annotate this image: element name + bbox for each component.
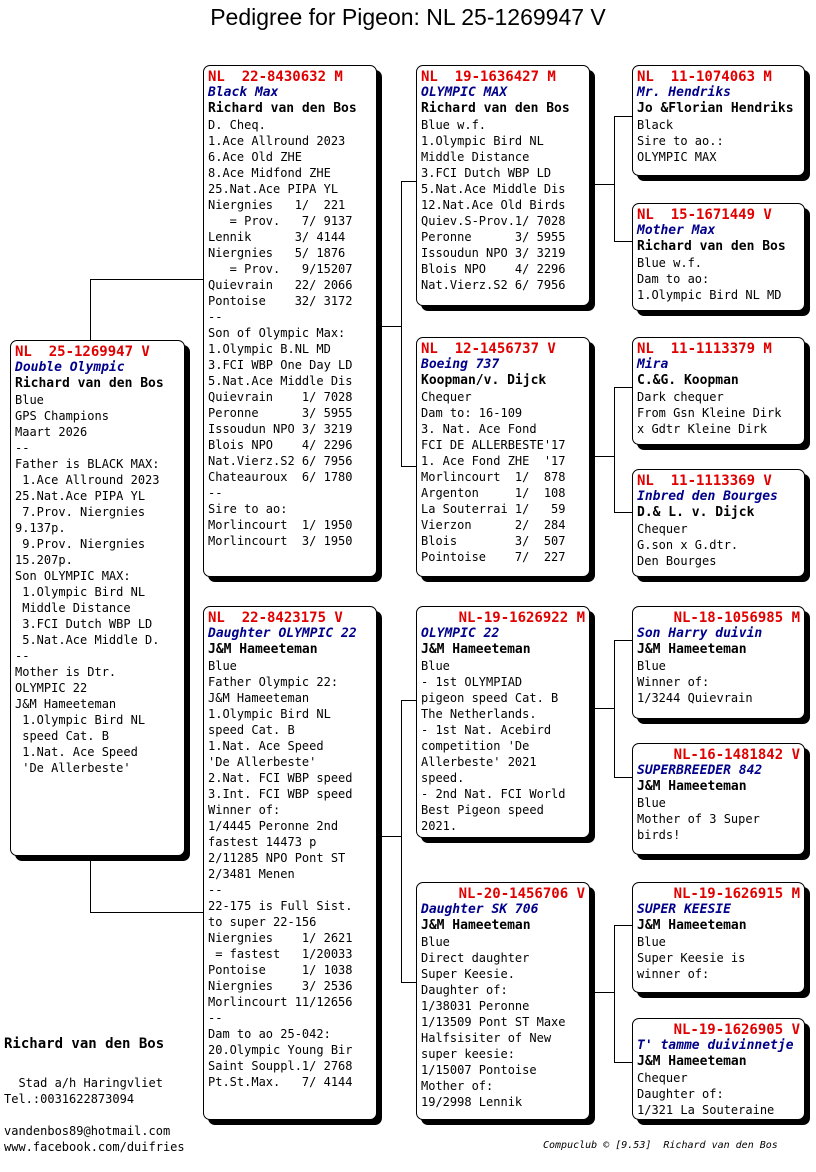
pedigree-card-dam-dam <box>416 882 590 1120</box>
owner-name: J&M Hameeteman <box>208 642 318 657</box>
info-line: Sire to ao.: <box>637 134 724 148</box>
pigeon-name: OLYMPIC MAX <box>421 85 508 100</box>
info-line: x Gdtr Kleine Dirk <box>637 422 768 436</box>
info-line: 5.Nat.Ace Middle D. <box>15 633 160 647</box>
connector <box>401 700 417 701</box>
pedigree-card-dam-dam-sire <box>632 882 805 993</box>
connector <box>590 708 614 709</box>
info-line: 1.Nat. Ace Speed <box>15 745 138 759</box>
connector <box>90 856 91 912</box>
info-line: Maart 2026 <box>15 425 88 439</box>
connector <box>614 387 633 388</box>
connector <box>590 992 614 993</box>
info-line: 3.Int. FCI WBP speed <box>208 787 353 801</box>
info-line: to super 22-156 <box>208 915 317 929</box>
owner-name: J&M Hameeteman <box>421 642 531 657</box>
info-line: Blois NPO 4/ 2296 <box>208 438 353 452</box>
info-line: 1.Olympic Bird NL <box>15 585 146 599</box>
info-line: Dark chequer <box>637 390 724 404</box>
ring-number: NL-18-1056985 M <box>673 610 800 626</box>
owner-name: J&M Hameeteman <box>637 779 747 794</box>
info-line: Niergnies 1/ 221 <box>208 198 346 212</box>
connector <box>401 181 417 182</box>
ring-number: NL 11-1113369 V <box>637 473 772 489</box>
info-line: Dam to: 16-109 <box>421 406 523 420</box>
owner-name: Koopman/v. Dijck <box>421 373 547 388</box>
ring-number: NL 19-1636427 M <box>421 69 556 85</box>
info-line: Daughter of: <box>637 1087 724 1101</box>
connector <box>377 836 401 837</box>
pedigree-card-sire-dam-sire <box>632 337 805 445</box>
info-line: Morlincourt 3/ 1950 <box>208 534 353 548</box>
info-line: 1.Olympic Bird NL <box>208 707 331 721</box>
owner-name: J&M Hameeteman <box>421 918 531 933</box>
info-line: = fastest 1/20033 <box>208 947 353 961</box>
info-line: Chequer <box>637 522 688 536</box>
info-line: Son OLYMPIC MAX: <box>15 569 131 583</box>
info-line: D. Cheq. <box>208 118 266 132</box>
info-line: 3.FCI Dutch WBP LD <box>15 617 153 631</box>
ring-number: NL 11-1074063 M <box>637 69 772 85</box>
info-line: Chequer <box>421 390 472 404</box>
info-line: Mother is Dtr. <box>15 665 117 679</box>
info-line: birds! <box>637 828 681 842</box>
pigeon-name: Mother Max <box>637 223 716 238</box>
info-line: - 1st OLYMPIAD <box>421 675 523 689</box>
pedigree-card-sire-sire-sire <box>632 65 805 176</box>
ring-number: NL 15-1671449 V <box>637 207 772 223</box>
info-line: 7.Prov. Niergnies <box>15 505 146 519</box>
connector <box>401 181 402 466</box>
info-line: Niergnies 5/ 1876 <box>208 246 346 260</box>
info-line: Quievrain 22/ 2066 <box>208 278 353 292</box>
info-line: 5.Nat.Ace Middle Dis <box>208 374 353 388</box>
info-line: La Souterrai 1/ 59 <box>421 502 566 516</box>
ring-number: NL 22-8430632 M <box>208 69 343 85</box>
pigeon-name: Inbred den Bourges <box>637 489 778 504</box>
info-line: Blue <box>421 935 450 949</box>
info-line: Pt.St.Max. 7/ 4144 <box>208 1075 353 1089</box>
ring-number: NL 22-8423175 V <box>208 610 343 626</box>
info-line: 1. Ace Fond ZHE '17 <box>421 454 566 468</box>
info-line: 1/13509 Pont ST Maxe <box>421 1015 566 1029</box>
info-line: 5.Nat.Ace Middle Dis <box>421 182 566 196</box>
ring-number: NL 25-1269947 V <box>15 344 150 360</box>
info-line: Black <box>637 118 674 132</box>
info-line: Quievrain 1/ 7028 <box>208 390 353 404</box>
info-line: Blue <box>421 659 450 673</box>
pedigree-card-dam-sire-sire <box>632 606 805 719</box>
info-line: Mother of: <box>421 1079 494 1093</box>
info-line: Father Olympic 22: <box>208 675 339 689</box>
pedigree-card-sire-sire <box>416 65 590 306</box>
owner-name: Richard van den Bos <box>637 239 786 254</box>
pedigree-card-sire <box>203 65 377 577</box>
info-line: 3. Nat. Ace Fond <box>421 422 537 436</box>
info-line: -- <box>208 1011 223 1025</box>
connector <box>614 116 615 241</box>
info-line: Mother of 3 Super <box>637 812 760 826</box>
breeder-phone: Tel.:0031622873094 <box>4 1092 135 1106</box>
breeder-email: vandenbos89@hotmail.com <box>4 1124 171 1138</box>
ring-number: NL-19-1626915 M <box>673 886 800 902</box>
info-line: Winner of: <box>208 803 281 817</box>
info-line: 3.FCI WBP One Day LD <box>208 358 353 372</box>
info-line: 2021. <box>421 819 458 833</box>
info-line: J&M Hameeteman <box>208 691 310 705</box>
pedigree-card-sire-dam-dam <box>632 469 805 577</box>
info-line: Dam to ao 25-042: <box>208 1027 331 1041</box>
info-line: Pontoise 32/ 3172 <box>208 294 353 308</box>
owner-name: Jo &Florian Hendriks <box>637 101 794 116</box>
connector <box>401 466 417 467</box>
info-line: Super Keesie. <box>421 967 515 981</box>
info-line: 19/2998 Lennik <box>421 1095 523 1109</box>
pigeon-name: SUPERBREEDER 842 <box>637 763 763 778</box>
page-title: Pedigree for Pigeon: NL 25-1269947 V <box>210 4 606 30</box>
pedigree-card-dam-sire-dam <box>632 743 805 855</box>
info-line: Blois NPO 4/ 2296 <box>421 262 566 276</box>
info-line: Middle Distance <box>15 601 131 615</box>
connector <box>614 387 615 512</box>
info-line: Allerbeste' 2021 <box>421 755 537 769</box>
info-line: 9.Prov. Niergnies <box>15 537 146 551</box>
info-line: Morlincourt 1/ 1950 <box>208 518 353 532</box>
info-line: Chateauroux 6/ 1780 <box>208 470 353 484</box>
pedigree-card-sire-dam <box>416 337 590 577</box>
info-line: -- <box>208 883 223 897</box>
info-line: Middle Distance <box>421 150 530 164</box>
connector <box>614 925 633 926</box>
info-line: Blue <box>637 935 666 949</box>
ring-number: NL-19-1626922 M <box>458 610 585 626</box>
pedigree-card-sire-sire-dam <box>632 203 805 311</box>
info-line: Blue <box>208 659 237 673</box>
info-line: 2/11285 NPO Pont ST <box>208 851 346 865</box>
info-line: 12.Nat.Ace Old Birds <box>421 198 566 212</box>
pigeon-name: Boeing 737 <box>421 357 500 372</box>
owner-name: Richard van den Bos <box>421 101 570 116</box>
info-line: The Netherlands. <box>421 707 537 721</box>
pigeon-name: Black Max <box>208 85 279 100</box>
info-line: 1.Olympic Bird NL <box>15 713 146 727</box>
info-line: 2/3481 Menen <box>208 867 295 881</box>
software-credit: Compuclub © [9.53] Richard van den Bos <box>543 1140 778 1151</box>
info-line: Halfsisiter of New <box>421 1031 552 1045</box>
info-line: G.son x G.dtr. <box>637 538 739 552</box>
info-line: Winner of: <box>637 675 710 689</box>
info-line: 3.FCI Dutch WBP LD <box>421 166 552 180</box>
info-line: Morlincourt 11/12656 <box>208 995 353 1009</box>
owner-name: C.&G. Koopman <box>637 373 739 388</box>
connector <box>614 512 633 513</box>
info-line: 2.Nat. FCI WBP speed <box>208 771 353 785</box>
info-line: - 2nd Nat. FCI World <box>421 787 566 801</box>
info-line: 25.Nat.Ace PIPA YL <box>15 489 146 503</box>
info-line: OLYMPIC MAX <box>637 150 717 164</box>
breeder-website: www.facebook.com/duifries <box>4 1140 185 1154</box>
pigeon-name: SUPER KEESIE <box>637 902 731 917</box>
info-line: 1/38031 Peronne <box>421 999 530 1013</box>
info-line: Lennik 3/ 4144 <box>208 230 346 244</box>
connector <box>614 1062 633 1063</box>
ring-number: NL 12-1456737 V <box>421 341 556 357</box>
info-line: speed. <box>421 771 465 785</box>
info-line: FCI DE ALLERBESTE'17 <box>421 438 566 452</box>
info-line: Issoudun NPO 3/ 3219 <box>421 246 566 260</box>
info-line: 1.Ace Allround 2023 <box>208 134 346 148</box>
pigeon-name: Son Harry duivin <box>637 626 763 641</box>
info-line: Blue <box>15 393 44 407</box>
owner-name: J&M Hameeteman <box>637 642 747 657</box>
info-line: Argenton 1/ 108 <box>421 486 566 500</box>
info-line: Blue w.f. <box>637 256 703 270</box>
connector <box>401 982 417 983</box>
info-line: OLYMPIC 22 <box>15 681 88 695</box>
info-line: 6.Ace Old ZHE <box>208 150 302 164</box>
info-line: Blue w.f. <box>421 118 487 132</box>
info-line: -- <box>15 649 30 663</box>
info-line: Issoudun NPO 3/ 3219 <box>208 422 353 436</box>
owner-name: Richard van den Bos <box>15 376 164 391</box>
pigeon-name: OLYMPIC 22 <box>421 626 500 641</box>
info-line: speed Cat. B <box>208 723 295 737</box>
owner-name: D.& L. v. Dijck <box>637 505 755 520</box>
connector <box>614 640 633 641</box>
connector <box>614 925 615 1062</box>
info-line: Peronne 3/ 5955 <box>208 406 353 420</box>
info-line: Pontoise 1/ 1038 <box>208 963 353 977</box>
info-line: 1/3244 Quievrain <box>637 691 753 705</box>
pedigree-card-dam-sire <box>416 606 590 838</box>
info-line: 20.Olympic Young Bir <box>208 1043 353 1057</box>
pigeon-name: T' tamme duivinnetje <box>637 1038 794 1053</box>
info-line: = Prov. 9/15207 <box>208 262 353 276</box>
info-line: Pointoise 7/ 227 <box>421 550 566 564</box>
info-line: Nat.Vierz.S2 6/ 7956 <box>208 454 353 468</box>
pigeon-name: Mr. Hendriks <box>637 85 731 100</box>
info-line: From Gsn Kleine Dirk <box>637 406 782 420</box>
info-line: Father is BLACK MAX: <box>15 457 160 471</box>
owner-name: J&M Hameeteman <box>637 918 747 933</box>
info-line: 1.Ace Allround 2023 <box>15 473 160 487</box>
owner-name: J&M Hameeteman <box>637 1054 747 1069</box>
info-line: 1/321 La Souteraine <box>637 1103 775 1117</box>
ring-number: NL-19-1626905 V <box>673 1022 800 1038</box>
info-line: Chequer <box>637 1071 688 1085</box>
info-line: 'De Allerbeste' <box>15 761 131 775</box>
info-line: fastest 14473 p <box>208 835 317 849</box>
info-line: Blois 3/ 507 <box>421 534 566 548</box>
info-line: Saint Souppl.1/ 2768 <box>208 1059 353 1073</box>
info-line: -- <box>15 441 30 455</box>
info-line: 'De Allerbeste' <box>208 755 317 769</box>
info-line: Peronne 3/ 5955 <box>421 230 566 244</box>
pigeon-name: Daughter OLYMPIC 22 <box>208 626 357 641</box>
info-line: 1/4445 Peronne 2nd <box>208 819 339 833</box>
info-line: 1.Olympic B.NL MD <box>208 342 331 356</box>
pedigree-card-subject <box>10 340 185 856</box>
info-line: Niergnies 1/ 2621 <box>208 931 353 945</box>
info-line: pigeon speed Cat. B <box>421 691 559 705</box>
info-line: - 1st Nat. Acebird <box>421 723 552 737</box>
owner-name: Richard van den Bos <box>208 101 357 116</box>
info-line: 8.Ace Midfond ZHE <box>208 166 331 180</box>
info-line: winner of: <box>637 967 710 981</box>
connector <box>614 116 633 117</box>
info-line: speed Cat. B <box>15 729 109 743</box>
pigeon-name: Mira <box>637 357 669 372</box>
info-line: Nat.Vierz.S2 6/ 7956 <box>421 278 566 292</box>
pedigree-card-dam-dam-dam <box>632 1018 805 1120</box>
info-line: Daughter of: <box>421 983 508 997</box>
info-line: Super Keesie is <box>637 951 746 965</box>
info-line: Morlincourt 1/ 878 <box>421 470 566 484</box>
info-line: GPS Champions <box>15 409 109 423</box>
connector <box>401 700 402 982</box>
connector <box>90 279 91 341</box>
info-line: 15.207p. <box>15 553 73 567</box>
info-line: 1.Nat. Ace Speed <box>208 739 324 753</box>
info-line: 1.Olympic Bird NL <box>421 134 544 148</box>
connector <box>377 326 401 327</box>
info-line: Den Bourges <box>637 554 717 568</box>
info-line: Vierzon 2/ 284 <box>421 518 566 532</box>
ring-number: NL-16-1481842 V <box>673 747 800 763</box>
breeder-address: Stad a/h Haringvliet <box>4 1076 163 1090</box>
info-line: Best Pigeon speed <box>421 803 544 817</box>
connector <box>90 279 204 280</box>
info-line: 25.Nat.Ace PIPA YL <box>208 182 339 196</box>
info-line: super keesie: <box>421 1047 515 1061</box>
info-line: 1/15007 Pontoise <box>421 1063 537 1077</box>
ring-number: NL-20-1456706 V <box>458 886 585 902</box>
info-line: Niergnies 3/ 2536 <box>208 979 353 993</box>
pigeon-name: Double Olympic <box>15 360 125 375</box>
info-line: Blue <box>637 796 666 810</box>
connector <box>90 912 204 913</box>
info-line: J&M Hameeteman <box>15 697 117 711</box>
info-line: competition 'De <box>421 739 530 753</box>
connector <box>614 640 615 777</box>
info-line: Sire to ao: <box>208 502 288 516</box>
pedigree-card-dam <box>203 606 377 1120</box>
pigeon-name: Daughter SK 706 <box>421 902 539 917</box>
connector <box>614 777 633 778</box>
connector <box>614 241 633 242</box>
info-line: Blue <box>637 659 666 673</box>
info-line: -- <box>208 310 223 324</box>
info-line: 9.137p. <box>15 521 66 535</box>
info-line: = Prov. 7/ 9137 <box>208 214 353 228</box>
info-line: Quiev.S-Prov.1/ 7028 <box>421 214 566 228</box>
connector <box>590 456 614 457</box>
info-line: Direct daughter <box>421 951 530 965</box>
ring-number: NL 11-1113379 M <box>637 341 772 357</box>
info-line: -- <box>208 486 223 500</box>
info-line: Son of Olympic Max: <box>208 326 346 340</box>
info-line: 1.Olympic Bird NL MD <box>637 288 782 302</box>
info-line: 22-175 is Full Sist. <box>208 899 353 913</box>
info-line: Dam to ao: <box>637 272 710 286</box>
breeder-name: Richard van den Bos <box>4 1036 165 1052</box>
connector <box>590 184 614 185</box>
